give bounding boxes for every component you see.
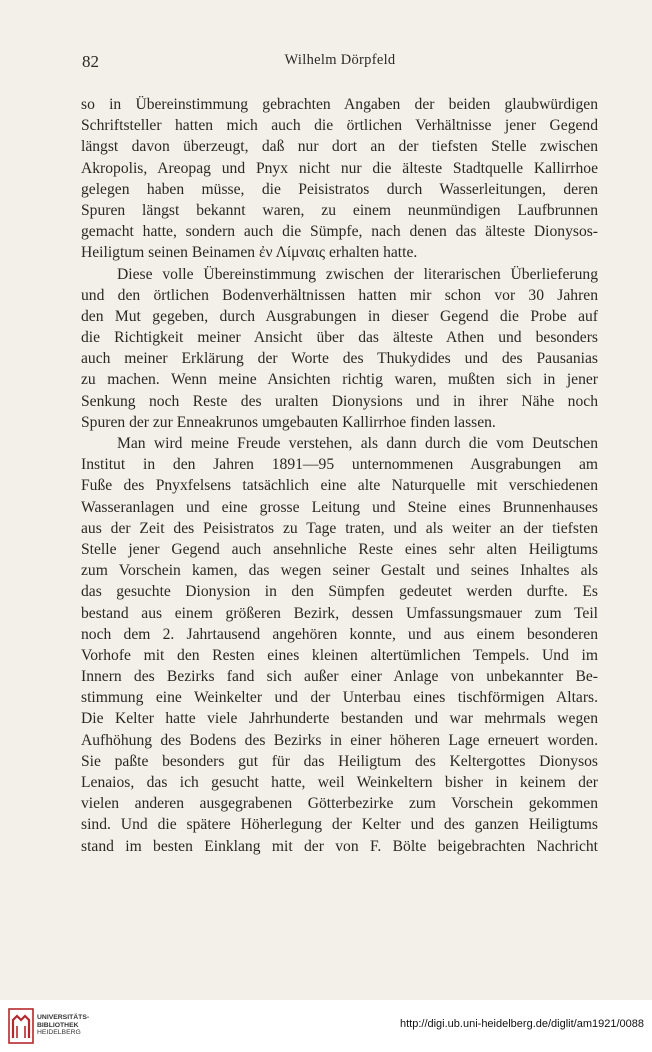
text-line: Diese volle Übereinstimmung zwischen der literarischen Überlieferung bbox=[117, 265, 598, 283]
page-header bbox=[80, 52, 600, 72]
university-seal-icon bbox=[8, 1008, 34, 1044]
library-name-line: BIBLIOTHEK bbox=[37, 1021, 79, 1029]
text-line: Schriftsteller hatten mich auch die örtlichen Verhältnisse jener Gegend bbox=[81, 117, 598, 135]
text-line: auch meiner Erklärung der Worte des Thukydides und des Pausanias bbox=[81, 350, 598, 368]
text-line: Heiligtum seinen Beinamen ἐν Λίμναις erhalten hatte. bbox=[81, 244, 418, 262]
text-line: den Mut gegeben, durch Ausgrabungen in dieser Gegend die Probe auf bbox=[81, 307, 598, 325]
text-line: und den örtlichen Bodenverhältnissen hatten mir schon vor 30 Jahren bbox=[81, 286, 598, 304]
page-number: 82 bbox=[82, 52, 99, 71]
page-footer bbox=[0, 1000, 652, 1052]
library-name-line: UNIVERSITÄTS- bbox=[37, 1014, 90, 1021]
text-line: gemacht hatte, sondern auch die Sümpfe, nach denen das älteste Dionysos- bbox=[81, 223, 598, 241]
text-line: noch dem 2. Jahrtausend angehören konnte, und aus einem besonderen bbox=[81, 625, 598, 643]
text-line: Wasseranlagen und eine grosse Leitung und Steine eines Brunnenhauses bbox=[81, 498, 598, 516]
body-text bbox=[81, 94, 598, 857]
text-line: die Richtigkeit meiner Ansicht über das älteste Athen und besonders bbox=[81, 329, 598, 347]
library-name-line: HEIDELBERG bbox=[37, 1029, 81, 1037]
text-line: Die Kelter hatte viele Jahrhunderte bestanden und war mehrmals wegen bbox=[81, 710, 598, 728]
library-name bbox=[37, 1014, 89, 1037]
text-line: Innern des Bezirks fand sich außer einer Anlage von unbekannter Be- bbox=[81, 668, 598, 686]
text-line: Lenaios, das ich gesucht hatte, weil Weinkeltern bisher in keinem der bbox=[81, 774, 598, 791]
text-line: gelegen haben müsse, die Peisistratos durch Wasserleitungen, deren bbox=[81, 180, 598, 198]
text-line: Fuße des Pnyxfelsens tatsächlich eine alte Naturquelle mit verschiedenen bbox=[81, 477, 598, 495]
text-line: stand im besten Einklang mit der von F. Bölte beigebrachten Nachricht bbox=[81, 837, 598, 855]
text-line: sind. Und die spätere Höherlegung der Kelter und des ganzen Heiligtums bbox=[81, 816, 598, 834]
text-line: aus der Zeit des Peisistratos zu Tage traten, und als weiter an der tiefsten bbox=[81, 519, 598, 537]
text-line: zu machen. Wenn meine Ansichten richtig waren, mußten sich in jener bbox=[81, 371, 598, 389]
text-line: stimmung eine Weinkelter und der Unterbau eines tischförmigen Altars. bbox=[81, 689, 598, 707]
text-line: das gesuchte Dionysion in den Sümpfen gedeutet werden durfte. Es bbox=[81, 583, 598, 601]
text-line: zum Vorschein kamen, das wegen seiner Gestalt und seines Inhaltes als bbox=[81, 562, 598, 580]
text-line: Akropolis, Areopag und Pnyx nicht nur die älteste Stadtquelle Kallirrhoe bbox=[81, 159, 598, 177]
text-line: Institut in den Jahren 1891—95 unternommenen Ausgrabungen am bbox=[81, 456, 598, 474]
text-line: längst davon überzeugt, daß nur dort an der tiefsten Stelle zwischen bbox=[81, 138, 598, 156]
text-line: vielen anderen ausgegrabenen Götterbezirke zum Vorschein gekommen bbox=[81, 795, 598, 813]
text-line: Vorhofe mit den Resten eines kleinen altertümlichen Tempels. Und im bbox=[81, 646, 598, 664]
text-line: Aufhöhung des Bodens des Bezirks in einer höheren Lage erneuert worden. bbox=[81, 731, 598, 749]
running-head: Wilhelm Dörpfeld bbox=[284, 52, 396, 68]
text-line: Spuren der zur Enneakrunos umgebauten Kallirrhoe finden lassen. bbox=[81, 413, 496, 431]
text-line: Senkung noch Reste des uralten Dionysions und in ihrer Nähe noch bbox=[81, 392, 598, 410]
text-line: bestand aus einem größeren Bezirk, dessen Umfassungsmauer zum Teil bbox=[81, 604, 598, 622]
text-line: Sie paßte besonders gut für das Heiligtum des Keltergottes Dionysos bbox=[81, 752, 598, 770]
text-line: Man wird meine Freude verstehen, als dann durch die vom Deutschen bbox=[117, 435, 598, 452]
source-url-link[interactable]: http://digi.ub.uni-heidelberg.de/diglit/am1921/0088 bbox=[399, 1018, 644, 1030]
text-line: Stelle jener Gegend auch ansehnliche Reste eines sehr alten Heiligtums bbox=[81, 540, 598, 558]
text-line: Spuren längst bekannt waren, zu einem neunmündigen Laufbrunnen bbox=[81, 201, 598, 219]
text-line: so in Übereinstimmung gebrachten Angaben der beiden glaubwürdigen bbox=[81, 96, 598, 113]
